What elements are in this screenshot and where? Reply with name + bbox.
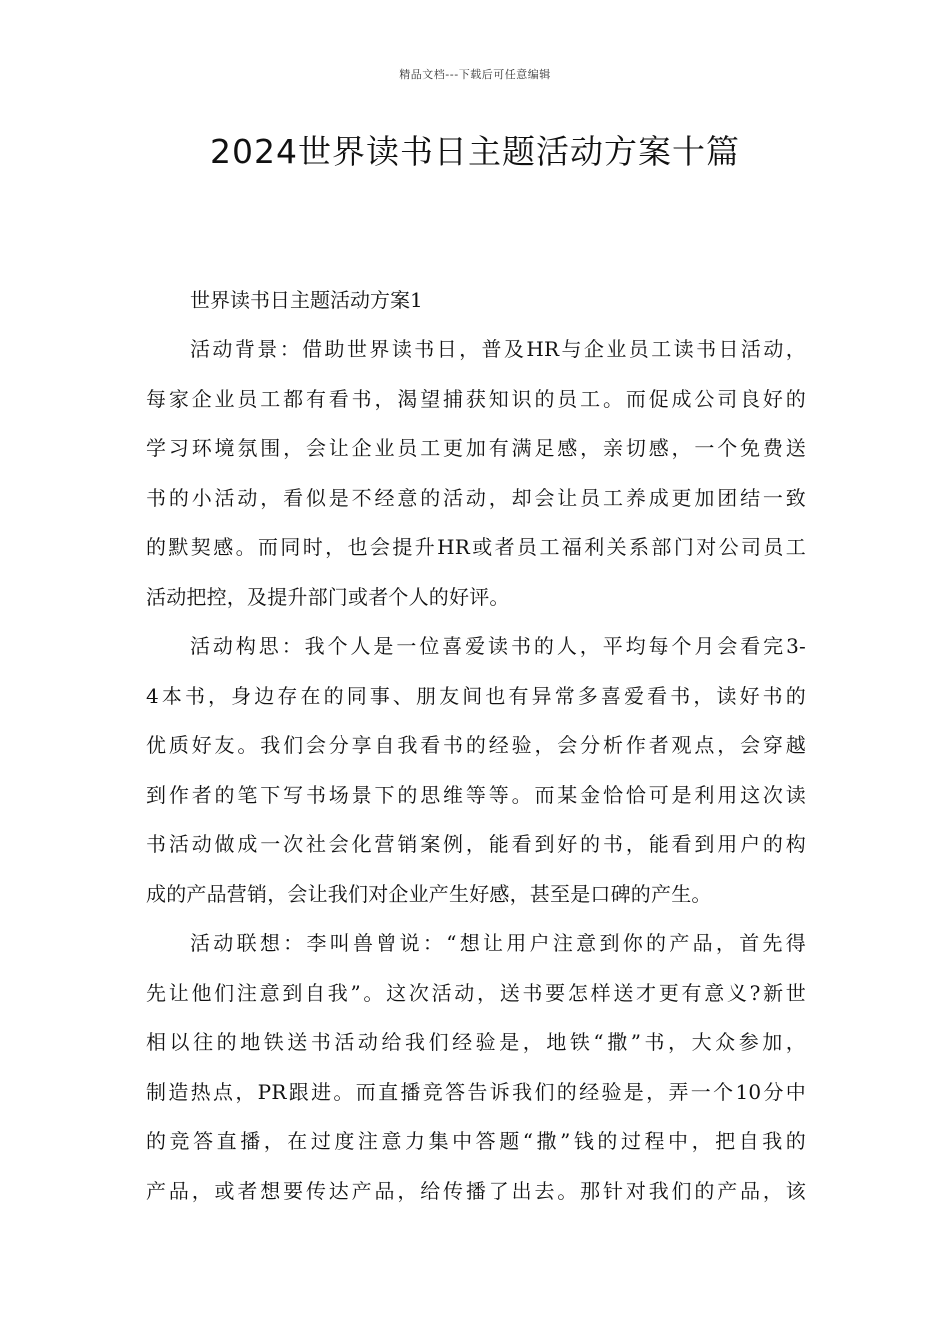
paragraph-line: 先让他们注意到自我”。这次活动，送书要怎样送才更有意义?新世 bbox=[146, 980, 806, 1005]
paragraph-line: 书活动做成一次社会化营销案例，能看到好的书，能看到用户的构 bbox=[146, 832, 806, 856]
paragraph-line: 制造热点，PR跟进。而直播竞答告诉我们的经验是，弄一个10分中 bbox=[146, 1079, 806, 1104]
paragraph-association bbox=[146, 919, 806, 1216]
document-title: 2024世界读书日主题活动方案十篇 bbox=[210, 132, 740, 171]
paragraph-line: 产品，或者想要传达产品，给传播了出去。那针对我们的产品，该 bbox=[146, 1178, 806, 1203]
paragraph-background bbox=[146, 325, 806, 622]
paragraph-line: 活动构思：我个人是一位喜爱读书的人，平均每个月会看完3- bbox=[190, 634, 806, 658]
paragraph-line: 相以往的地铁送书活动给我们经验是，地铁“撒”书，大众参加， bbox=[146, 1030, 806, 1054]
paragraph-line: 的默契感。而同时，也会提升HR或者员工福利关系部门对公司员工 bbox=[146, 535, 806, 559]
paragraph-concept bbox=[146, 622, 806, 919]
paragraph-line: 每家企业员工都有看书，渴望捕获知识的员工。而促成公司良好的 bbox=[146, 386, 806, 411]
section-heading: 世界读书日主题活动方案1 bbox=[190, 288, 423, 312]
paragraph-line: 成的产品营销，会让我们对企业产生好感，甚至是口碑的产生。 bbox=[146, 881, 712, 906]
paragraph-line: 的竞答直播，在过度注意力集中答题“撒”钱的过程中，把自我的 bbox=[146, 1129, 806, 1153]
header-note: 精品文档---下载后可任意编辑 bbox=[399, 68, 551, 81]
paragraph-line: 学习环境氛围，会让企业员工更加有满足感，亲切感，一个免费送 bbox=[146, 436, 806, 460]
paragraph-line: 优质好友。我们会分享自我看书的经验，会分析作者观点，会穿越 bbox=[146, 733, 806, 757]
paragraph-line: 书的小活动，看似是不经意的活动，却会让员工养成更加团结一致 bbox=[146, 485, 806, 510]
document-body bbox=[146, 276, 806, 1216]
paragraph-line: 到作者的笔下写书场景下的思维等等。而某金恰恰可是利用这次读 bbox=[146, 782, 806, 807]
paragraph-line: 活动把控，及提升部门或者个人的好评。 bbox=[146, 584, 510, 609]
paragraph-line: 4本书，身边存在的同事、朋友间也有异常多喜爱看书，读好书的 bbox=[146, 683, 806, 708]
paragraph-line: 活动背景：借助世界读书日，普及HR与企业员工读书日活动， bbox=[190, 337, 806, 361]
paragraph-line: 活动联想：李叫兽曾说：“想让用户注意到你的产品，首先得 bbox=[190, 931, 806, 955]
